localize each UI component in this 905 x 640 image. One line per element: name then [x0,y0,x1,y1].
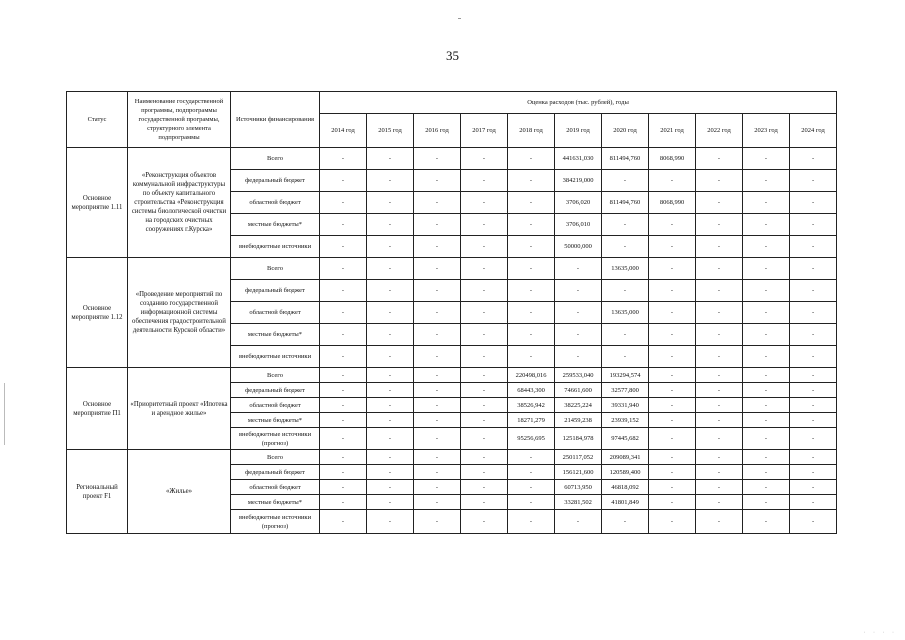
value-cell: - [696,383,743,398]
value-cell: - [555,346,602,368]
value-cell: - [367,324,414,346]
program-name-cell: «Жилье» [128,450,231,534]
header-year: 2016 год [414,114,461,148]
value-cell: - [461,236,508,258]
value-cell: - [649,450,696,465]
value-cell: 18271,279 [508,413,555,428]
value-cell: - [414,510,461,534]
value-cell: - [414,495,461,510]
value-cell: - [461,170,508,192]
scan-artifact [458,18,461,19]
table-row [67,450,837,465]
funding-source-cell: федеральный бюджет [231,383,320,398]
header-name: Наименование государственной программы, подпрограммы государственной программы, структурного элемента подпрограммы [128,92,231,148]
value-cell: - [743,450,790,465]
value-cell: 95256,695 [508,428,555,450]
funding-source-cell: Всего [231,148,320,170]
value-cell: - [508,236,555,258]
value-cell: - [696,465,743,480]
value-cell: - [649,398,696,413]
value-cell: - [602,510,649,534]
funding-source-cell: федеральный бюджет [231,465,320,480]
value-cell: - [790,258,837,280]
value-cell: 23939,152 [602,413,649,428]
value-cell: - [696,368,743,383]
value-cell: - [508,510,555,534]
value-cell: - [461,450,508,465]
value-cell: - [414,192,461,214]
funding-source-cell: местные бюджеты* [231,214,320,236]
value-cell: 46818,092 [602,480,649,495]
value-cell: - [696,192,743,214]
value-cell: - [790,170,837,192]
header-year: 2021 год [649,114,696,148]
value-cell: - [508,258,555,280]
value-cell: - [696,214,743,236]
value-cell: - [414,280,461,302]
value-cell: 50000,000 [555,236,602,258]
value-cell: - [696,413,743,428]
value-cell: - [649,236,696,258]
value-cell: 21459,238 [555,413,602,428]
value-cell: 13635,000 [602,302,649,324]
value-cell: - [696,170,743,192]
value-cell: - [320,148,367,170]
value-cell: - [743,480,790,495]
value-cell: - [790,302,837,324]
value-cell: - [649,480,696,495]
value-cell: - [508,214,555,236]
value-cell: 441631,030 [555,148,602,170]
value-cell: - [461,495,508,510]
table-header [67,92,837,148]
value-cell: - [649,368,696,383]
value-cell: - [367,450,414,465]
table-row [67,148,837,170]
value-cell: - [555,324,602,346]
header-status: Статус [67,92,128,148]
value-cell: - [320,192,367,214]
value-cell: - [367,495,414,510]
value-cell: - [461,510,508,534]
value-cell: - [461,413,508,428]
value-cell: - [461,428,508,450]
value-cell: 32577,800 [602,383,649,398]
value-cell: - [790,346,837,368]
value-cell: - [367,214,414,236]
value-cell: 209089,341 [602,450,649,465]
value-cell: 74661,600 [555,383,602,398]
value-cell: - [461,465,508,480]
value-cell: - [367,148,414,170]
value-cell: - [320,324,367,346]
value-cell: - [743,214,790,236]
table-row [67,368,837,383]
value-cell: 384219,000 [555,170,602,192]
value-cell: - [696,495,743,510]
value-cell: - [649,428,696,450]
funding-source-cell: Всего [231,368,320,383]
value-cell: - [320,170,367,192]
value-cell: - [320,346,367,368]
value-cell: - [555,302,602,324]
value-cell: 39331,940 [602,398,649,413]
value-cell: - [649,510,696,534]
value-cell: - [320,510,367,534]
value-cell: - [649,383,696,398]
funding-source-cell: федеральный бюджет [231,170,320,192]
value-cell: - [555,510,602,534]
value-cell: - [414,450,461,465]
value-cell: - [649,465,696,480]
value-cell: - [743,368,790,383]
funding-source-cell: областной бюджет [231,480,320,495]
value-cell: - [508,280,555,302]
value-cell: 3706,010 [555,214,602,236]
value-cell: 8068,990 [649,192,696,214]
value-cell: - [696,428,743,450]
value-cell: 38225,224 [555,398,602,413]
value-cell: - [414,236,461,258]
header-year: 2019 год [555,114,602,148]
value-cell: - [508,465,555,480]
funding-source-cell: местные бюджеты* [231,324,320,346]
value-cell: - [508,324,555,346]
value-cell: - [320,450,367,465]
scan-artifact: · · · · [863,630,897,636]
value-cell: 811494,760 [602,148,649,170]
value-cell: - [367,192,414,214]
value-cell: - [743,346,790,368]
header-year: 2022 год [696,114,743,148]
value-cell: - [649,302,696,324]
value-cell: 60713,950 [555,480,602,495]
value-cell: - [508,302,555,324]
funding-source-cell: областной бюджет [231,302,320,324]
value-cell: - [414,398,461,413]
status-cell: Основное мероприятие П1 [67,368,128,450]
value-cell: - [320,465,367,480]
value-cell: - [367,302,414,324]
value-cell: - [367,346,414,368]
value-cell: - [461,346,508,368]
value-cell: 38526,942 [508,398,555,413]
value-cell: - [743,302,790,324]
value-cell: 193294,574 [602,368,649,383]
value-cell: - [461,480,508,495]
value-cell: - [602,170,649,192]
value-cell: - [461,302,508,324]
value-cell: - [649,280,696,302]
value-cell: 250117,052 [555,450,602,465]
value-cell: - [367,428,414,450]
value-cell: - [696,302,743,324]
value-cell: 13635,000 [602,258,649,280]
value-cell: - [696,324,743,346]
program-name-cell: «Приоритетный проект «Ипотека и арендное жилье» [128,368,231,450]
header-year: 2020 год [602,114,649,148]
budget-table [66,91,837,534]
value-cell: - [414,214,461,236]
status-cell: Региональный проект F1 [67,450,128,534]
value-cell: - [414,302,461,324]
value-cell: - [649,346,696,368]
value-cell: - [320,258,367,280]
value-cell: - [743,398,790,413]
value-cell: - [790,383,837,398]
value-cell: - [743,192,790,214]
value-cell: 259533,040 [555,368,602,383]
value-cell: - [320,398,367,413]
value-cell: - [461,383,508,398]
value-cell: - [414,148,461,170]
value-cell: - [320,383,367,398]
value-cell: - [743,170,790,192]
funding-source-cell: федеральный бюджет [231,280,320,302]
value-cell: - [367,398,414,413]
value-cell: - [320,495,367,510]
value-cell: - [743,428,790,450]
value-cell: - [461,148,508,170]
value-cell: - [790,148,837,170]
value-cell: - [320,302,367,324]
value-cell: - [790,398,837,413]
value-cell: - [790,465,837,480]
value-cell: - [790,495,837,510]
value-cell: - [414,170,461,192]
value-cell: - [790,236,837,258]
value-cell: - [696,280,743,302]
value-cell: - [790,428,837,450]
value-cell: - [649,258,696,280]
value-cell: - [790,413,837,428]
value-cell: 8068,990 [649,148,696,170]
value-cell: - [367,258,414,280]
value-cell: - [320,214,367,236]
value-cell: - [790,324,837,346]
value-cell: - [461,192,508,214]
value-cell: - [790,214,837,236]
value-cell: - [461,324,508,346]
value-cell: - [602,346,649,368]
status-cell: Основное мероприятие 1.12 [67,258,128,368]
value-cell: - [602,214,649,236]
table-row [67,258,837,280]
value-cell: - [414,324,461,346]
status-cell: Основное мероприятие 1.11 [67,148,128,258]
value-cell: - [790,510,837,534]
value-cell: - [414,428,461,450]
value-cell: - [602,236,649,258]
value-cell: - [414,480,461,495]
value-cell: - [649,324,696,346]
funding-source-cell: внебюджетные источники [231,346,320,368]
value-cell: 120589,400 [602,465,649,480]
value-cell: - [743,236,790,258]
value-cell: - [461,214,508,236]
funding-source-cell: местные бюджеты* [231,495,320,510]
value-cell: - [414,465,461,480]
value-cell: - [555,280,602,302]
value-cell: - [414,413,461,428]
value-cell: - [696,398,743,413]
value-cell: 68443,300 [508,383,555,398]
value-cell: - [367,383,414,398]
header-years-title: Оценка расходов (тыс. рублей), годы [320,92,837,114]
value-cell: 156121,600 [555,465,602,480]
value-cell: - [414,346,461,368]
scan-artifact [4,383,5,445]
value-cell: - [649,413,696,428]
value-cell: - [414,258,461,280]
value-cell: - [320,480,367,495]
value-cell: - [649,170,696,192]
value-cell: - [320,413,367,428]
header-year: 2014 год [320,114,367,148]
value-cell: - [461,258,508,280]
value-cell: - [743,258,790,280]
value-cell: - [696,258,743,280]
funding-source-cell: Всего [231,450,320,465]
value-cell: - [743,280,790,302]
value-cell: - [743,324,790,346]
value-cell: - [508,480,555,495]
value-cell: - [696,510,743,534]
value-cell: - [367,236,414,258]
value-cell: - [320,428,367,450]
value-cell: - [367,368,414,383]
value-cell: - [743,510,790,534]
value-cell: - [367,480,414,495]
header-year: 2017 год [461,114,508,148]
value-cell: - [320,280,367,302]
value-cell: - [461,280,508,302]
value-cell: - [602,324,649,346]
value-cell: - [790,480,837,495]
value-cell: - [367,465,414,480]
value-cell: - [367,413,414,428]
value-cell: - [790,450,837,465]
value-cell: - [649,495,696,510]
value-cell: - [743,383,790,398]
value-cell: - [790,368,837,383]
value-cell: - [743,148,790,170]
header-year: 2023 год [743,114,790,148]
value-cell: - [696,450,743,465]
value-cell: 97445,682 [602,428,649,450]
value-cell: - [461,368,508,383]
value-cell: 811494,760 [602,192,649,214]
value-cell: - [414,368,461,383]
value-cell: 3706,020 [555,192,602,214]
program-name-cell: «Реконструкция объектов коммунальной инфраструктуры по объекту капитального строительства «Реконструкция системы биологической очистки на городских очистных сооружениях г.Курска» [128,148,231,258]
value-cell: - [508,495,555,510]
value-cell: - [696,148,743,170]
value-cell: - [743,495,790,510]
funding-source-cell: областной бюджет [231,398,320,413]
value-cell: - [461,398,508,413]
value-cell: - [367,170,414,192]
funding-source-cell: местные бюджеты* [231,413,320,428]
header-year: 2015 год [367,114,414,148]
value-cell: - [649,214,696,236]
value-cell: - [696,480,743,495]
value-cell: - [320,236,367,258]
value-cell: - [367,510,414,534]
value-cell: - [696,236,743,258]
value-cell: 220498,016 [508,368,555,383]
funding-source-cell: Всего [231,258,320,280]
value-cell: - [508,450,555,465]
value-cell: - [367,280,414,302]
value-cell: - [696,346,743,368]
funding-source-cell: внебюджетные источники (прогноз) [231,510,320,534]
value-cell: - [508,170,555,192]
value-cell: - [743,413,790,428]
header-year: 2024 год [790,114,837,148]
value-cell: - [602,280,649,302]
header-source: Источники финансирования [231,92,320,148]
value-cell: - [790,192,837,214]
value-cell: - [508,346,555,368]
value-cell: - [508,148,555,170]
value-cell: 33281,502 [555,495,602,510]
value-cell: - [320,368,367,383]
value-cell: - [414,383,461,398]
program-name-cell: «Проведение мероприятий по созданию государственной информационной системы обеспечения градостроительной деятельности Курской области» [128,258,231,368]
funding-source-cell: внебюджетные источники [231,236,320,258]
page-number: 35 [446,48,459,63]
table-body [67,148,837,534]
header-year: 2018 год [508,114,555,148]
value-cell: - [743,465,790,480]
value-cell: - [508,192,555,214]
value-cell: - [790,280,837,302]
funding-source-cell: областной бюджет [231,192,320,214]
funding-source-cell: внебюджетные источники (прогноз) [231,428,320,450]
value-cell: 41801,849 [602,495,649,510]
value-cell: 125184,978 [555,428,602,450]
value-cell: - [555,258,602,280]
